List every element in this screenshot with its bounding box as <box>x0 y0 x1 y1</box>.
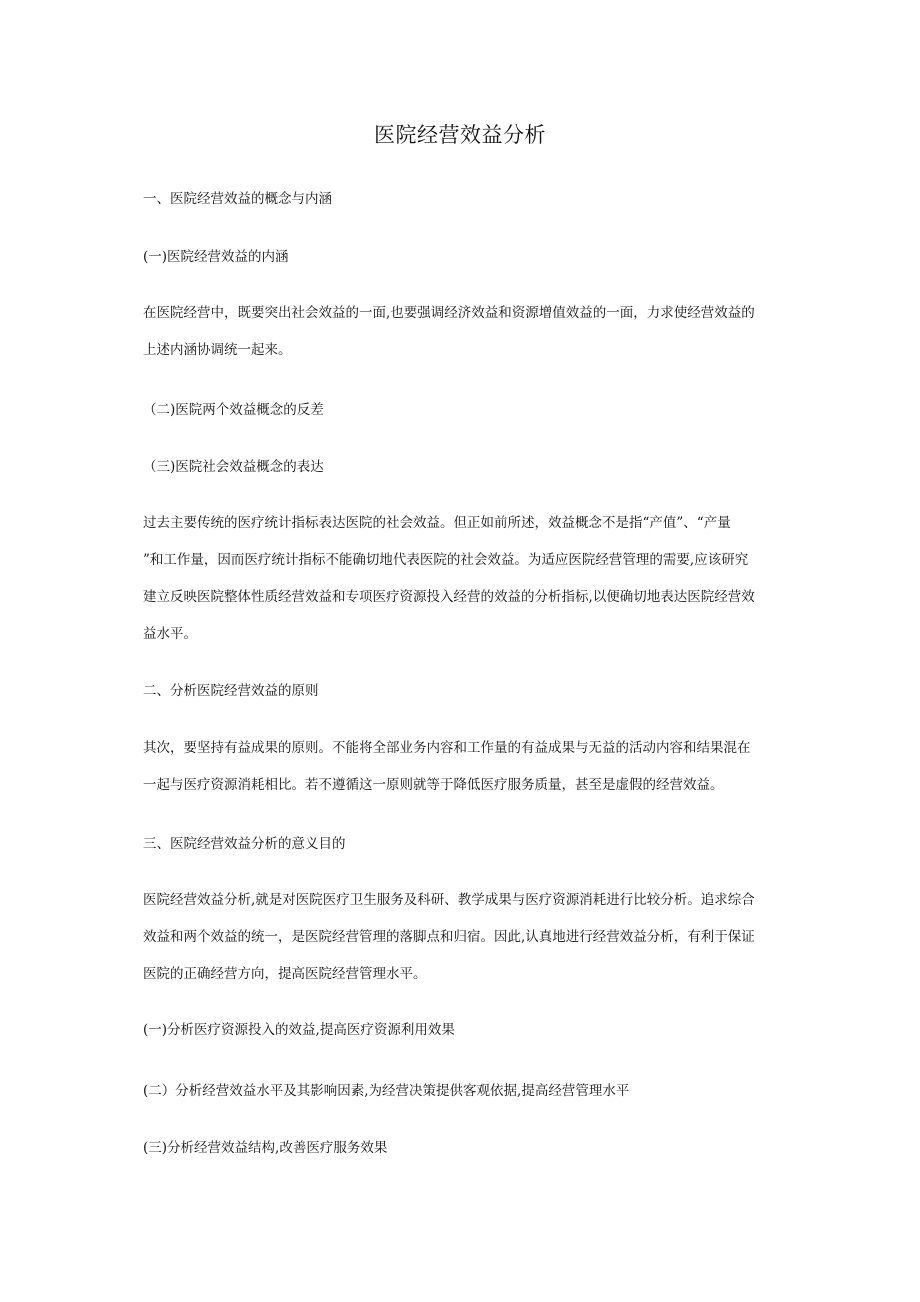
subheading-1-2: （二)医院两个效益概念的反差 <box>143 402 324 418</box>
paragraph-1-2 <box>143 513 775 644</box>
section-heading-1: 一、医院经营效益的概念与内涵 <box>143 191 332 207</box>
subheading-3-2: (二）分析经营效益水平及其影响因素,为经营决策提供客观依据,提高经营管理水平 <box>143 1083 630 1099</box>
paragraph-line: 益水平。 <box>143 626 197 642</box>
paragraph-line: 医院的正确经营方向，提高医院经营管理水平。 <box>143 966 427 982</box>
paragraph-line: 上述内涵协调统一起来。 <box>143 342 292 358</box>
paragraph-line: 建立反映医院整体性质经营效益和专项医疗资源投入经营的效益的分析指标,以便确切地表达医院经营效 <box>143 589 755 605</box>
paragraph-line: 效益和两个效益的统一，是医院经营管理的落脚点和归宿。因此,认真地进行经营效益分析，有利于保证 <box>143 929 755 945</box>
paragraph-line: 一起与医疗资源消耗相比。若不遵循这一原则就等于降低医疗服务质量，甚至是虚假的经营效益。 <box>143 777 724 793</box>
subheading-1-1: (一)医院经营效益的内涵 <box>143 249 289 265</box>
paragraph-line: 其次，要坚持有益成果的原则。不能将全部业务内容和工作量的有益成果与无益的活动内容和结果混在 <box>143 740 751 756</box>
paragraph-line: 医院经营效益分析,就是对医院医疗卫生服务及科研、教学成果与医疗资源消耗进行比较分析。追求综合 <box>143 892 755 908</box>
paragraph-line: 在医院经营中，既要突出社会效益的一面,也要强调经济效益和资源增值效益的一面，力求使经营效益的 <box>143 305 755 321</box>
subheading-3-3: (三)分析经营效益结构,改善医疗服务效果 <box>143 1140 388 1156</box>
section-heading-3: 三、医院经营效益分析的意义目的 <box>143 836 346 852</box>
subheading-3-1: (一)分析医疗资源投入的效益,提高医疗资源利用效果 <box>143 1022 455 1038</box>
paragraph-2-1 <box>143 738 775 795</box>
subheading-1-3: （三)医院社会效益概念的表达 <box>143 459 324 475</box>
paragraph-line: ”和工作量，因而医疗统计指标不能确切地代表医院的社会效益。为适应医院经营管理的需要,应该研究 <box>143 552 749 568</box>
paragraph-line: 过去主要传统的医疗统计指标表达医院的社会效益。但正如前所述，效益概念不是指“产值”、“产量 <box>143 515 731 531</box>
section-heading-2: 二、分析医院经营效益的原则 <box>143 683 319 699</box>
document-title: 医院经营效益分析 <box>374 123 546 147</box>
paragraph-3-1 <box>143 890 775 984</box>
paragraph-1-1 <box>143 303 775 360</box>
